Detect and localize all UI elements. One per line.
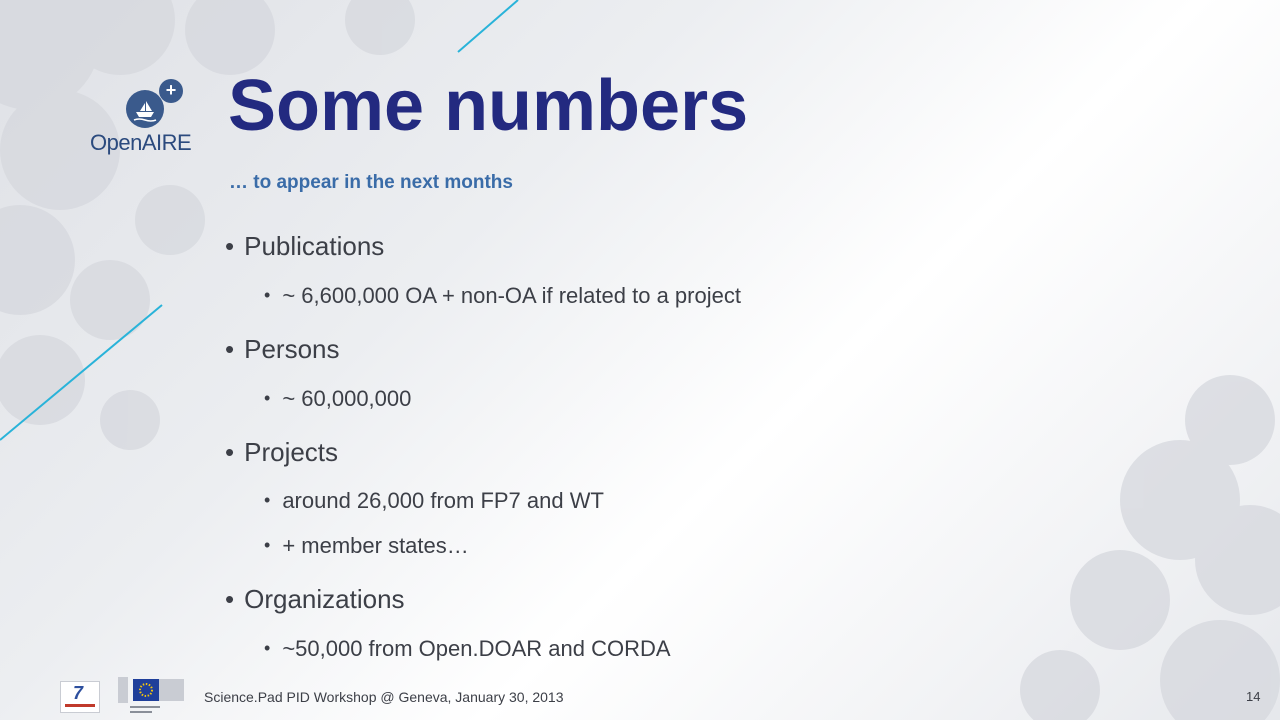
bullet-text: around 26,000 from FP7 and WT xyxy=(282,488,604,513)
bullet-marker: • xyxy=(264,285,271,305)
logo-text: OpenAIRE xyxy=(90,130,192,155)
bullet-text: ~ 6,600,000 OA + non-OA if related to a project xyxy=(282,283,741,308)
ec-caption-line xyxy=(130,706,160,708)
bullet-marker: • xyxy=(225,231,235,261)
bullet-marker: • xyxy=(225,334,235,364)
bullet-publications xyxy=(225,231,384,262)
bullet-text: Organizations xyxy=(244,584,405,614)
ec-building-icon xyxy=(156,679,184,701)
fp7-logo xyxy=(60,681,100,713)
slide-title: Some numbers xyxy=(228,66,749,146)
sub-bullet-persons-count xyxy=(264,386,411,412)
bullet-text: Projects xyxy=(244,437,339,467)
bullet-marker: • xyxy=(264,490,271,510)
ec-caption-line xyxy=(130,711,152,713)
fp7-bar xyxy=(65,704,95,707)
sub-bullet-member-states xyxy=(264,533,469,559)
sub-bullet-organizations-count xyxy=(264,636,671,662)
slide-subtitle: … to appear in the next months xyxy=(229,172,513,193)
bullet-text: Publications xyxy=(244,231,385,261)
sub-bullet-projects-count xyxy=(264,488,604,514)
page-number: 14 xyxy=(1246,689,1261,704)
bullet-persons xyxy=(225,334,340,365)
logo-plus-badge: + xyxy=(159,79,183,103)
bullet-marker: • xyxy=(225,584,235,614)
european-commission-logo xyxy=(116,673,188,717)
bullet-text: ~ 60,000,000 xyxy=(282,386,412,411)
bullet-marker: • xyxy=(264,638,271,658)
bullet-marker: • xyxy=(264,388,271,408)
bullet-organizations xyxy=(225,584,405,615)
bullet-text: Persons xyxy=(244,334,340,364)
bullet-text: + member states… xyxy=(282,533,469,558)
sub-bullet-publications-count xyxy=(264,283,741,309)
ec-building-icon xyxy=(118,677,128,703)
bullet-text: ~50,000 from Open.DOAR and CORDA xyxy=(282,636,671,661)
eu-flag-icon xyxy=(133,679,159,701)
fp7-mark-icon: 7 xyxy=(73,683,84,703)
footer-text: Science.Pad PID Workshop @ Geneva, January 30, 2013 xyxy=(204,689,564,705)
bullet-marker: • xyxy=(225,437,235,467)
bullet-projects xyxy=(225,437,338,468)
bullet-marker: • xyxy=(264,535,271,555)
